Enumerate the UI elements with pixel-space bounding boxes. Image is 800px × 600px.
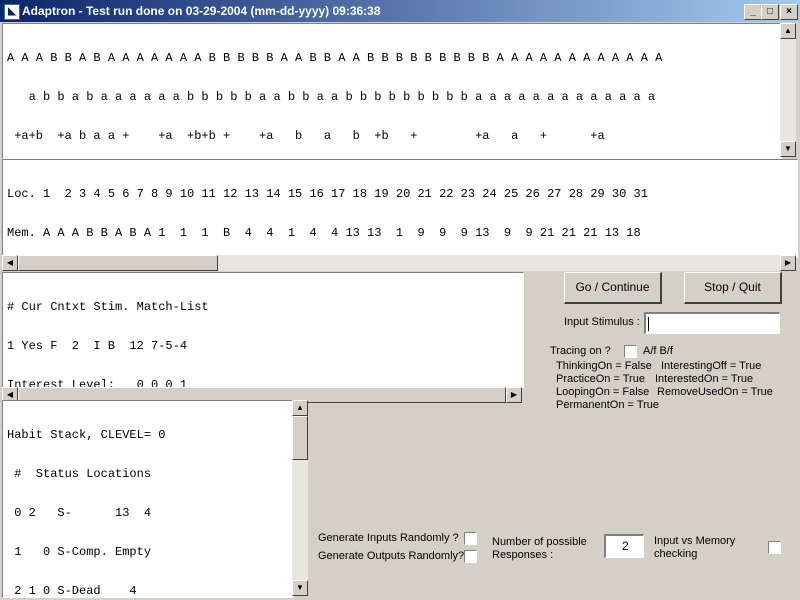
scroll-left-icon[interactable]: ◀ bbox=[2, 255, 18, 271]
memory-horizontal-scrollbar[interactable] bbox=[2, 255, 796, 271]
habit-vertical-scrollbar[interactable] bbox=[292, 400, 308, 596]
scroll-thumb[interactable] bbox=[18, 255, 218, 271]
scroll-left-icon[interactable]: ◀ bbox=[2, 387, 18, 403]
memory-row: Loc. 1 2 3 4 5 6 7 8 9 10 11 12 13 14 15 16 17 18 19 20 21 22 23 24 25 26 27 28 29 30 31 bbox=[7, 187, 648, 201]
habit-line: 2 1 0 S-Dead 4 bbox=[7, 584, 137, 598]
num-responses-label-2: Responses : bbox=[492, 549, 554, 561]
generate-outputs-checkbox[interactable] bbox=[464, 550, 477, 563]
tracing-value: A/f B/f bbox=[643, 345, 673, 357]
top-line: A A A B B A B A A A A A A A B B B B B A A B B A A B B B B B B B B B A A A A A A A A A A A A bbox=[7, 51, 663, 65]
habit-line: Habit Stack, CLEVEL= 0 bbox=[7, 428, 166, 442]
scroll-down-icon[interactable]: ▼ bbox=[780, 141, 796, 157]
maximize-button[interactable]: □ bbox=[761, 4, 779, 20]
match-line: 1 Yes F 2 I B 12 7-5-4 bbox=[7, 339, 188, 353]
title-bar bbox=[0, 0, 800, 22]
match-list-lines bbox=[7, 275, 216, 388]
minimize-button[interactable]: _ bbox=[744, 4, 762, 20]
scroll-thumb[interactable] bbox=[292, 416, 308, 460]
input-stimulus-label: Input Stimulus : bbox=[564, 316, 640, 328]
habit-line: # Status Locations bbox=[7, 467, 152, 481]
match-list-panel[interactable] bbox=[2, 272, 524, 388]
scroll-up-icon[interactable]: ▲ bbox=[292, 400, 308, 416]
scroll-up-icon[interactable]: ▲ bbox=[780, 23, 796, 39]
generate-inputs-checkbox[interactable] bbox=[464, 532, 477, 545]
text-cursor bbox=[648, 317, 649, 331]
input-stimulus-field[interactable] bbox=[644, 312, 780, 334]
top-vertical-scrollbar[interactable] bbox=[780, 23, 796, 157]
tracing-label: Tracing on ? bbox=[550, 345, 611, 357]
scroll-down-icon[interactable]: ▼ bbox=[292, 580, 308, 596]
window-title: Adaptron - Test run done on 03-29-2004 (mm-dd-yyyy) 09:36:38 bbox=[22, 4, 381, 18]
top-line: +a+b +a b a a + +a +b+b + +a b a b +b + +a a + +a bbox=[7, 129, 605, 143]
memory-table-lines bbox=[7, 162, 648, 258]
flag-looping: LoopingOn = False bbox=[556, 386, 650, 398]
go-continue-button[interactable]: Go / Continue bbox=[564, 272, 662, 304]
match-line: # Cur Cntxt Stim. Match-List bbox=[7, 300, 209, 314]
input-vs-memory-checkbox[interactable] bbox=[768, 541, 781, 554]
input-vs-memory-label-2: checking bbox=[654, 548, 698, 560]
habit-line: 0 2 S- 13 4 bbox=[7, 506, 152, 520]
flag-interesting-off: InterestingOff = True bbox=[661, 360, 762, 372]
flag-permanent: PermanentOn = True bbox=[556, 399, 660, 411]
flag-thinking: ThinkingOn = False bbox=[556, 360, 652, 372]
generate-outputs-label: Generate Outputs Randomly? bbox=[318, 550, 465, 562]
num-responses-field[interactable]: 2 bbox=[604, 534, 644, 558]
scroll-right-icon[interactable]: ▶ bbox=[506, 387, 522, 403]
flag-interested: InterestedOn = True bbox=[655, 373, 754, 385]
habit-line: 1 0 S-Comp. Empty bbox=[7, 545, 152, 559]
match-line: Interest Level: 0 0 0 1 bbox=[7, 378, 188, 388]
flag-remove-used: RemoveUsedOn = True bbox=[657, 386, 773, 398]
generate-inputs-label: Generate Inputs Randomly ? bbox=[318, 532, 459, 544]
tracing-checkbox[interactable] bbox=[624, 345, 637, 358]
top-sequence-lines bbox=[7, 26, 662, 159]
habit-stack-lines bbox=[7, 403, 194, 598]
memory-row: Mem. A A A B B A B A 1 1 1 B 4 4 1 4 4 13 13 1 9 9 9 13 9 9 21 21 21 13 18 bbox=[7, 226, 641, 240]
app-icon: ◣ bbox=[4, 4, 20, 20]
memory-table-panel[interactable] bbox=[2, 159, 798, 258]
habit-stack-panel[interactable] bbox=[2, 400, 294, 598]
top-sequence-panel[interactable] bbox=[2, 23, 782, 159]
num-responses-label-1: Number of possible bbox=[492, 536, 587, 548]
input-vs-memory-label-1: Input vs Memory bbox=[654, 535, 736, 547]
close-button[interactable]: × bbox=[780, 4, 798, 20]
stop-quit-button[interactable]: Stop / Quit bbox=[684, 272, 782, 304]
top-line: a b b a b a a a a a a b b b b b a a b b a a b b b b b b b b b a a a a a a a a a a a a a bbox=[7, 90, 656, 104]
scroll-right-icon[interactable]: ▶ bbox=[780, 255, 796, 271]
flag-practice: PracticeOn = True bbox=[556, 373, 645, 385]
